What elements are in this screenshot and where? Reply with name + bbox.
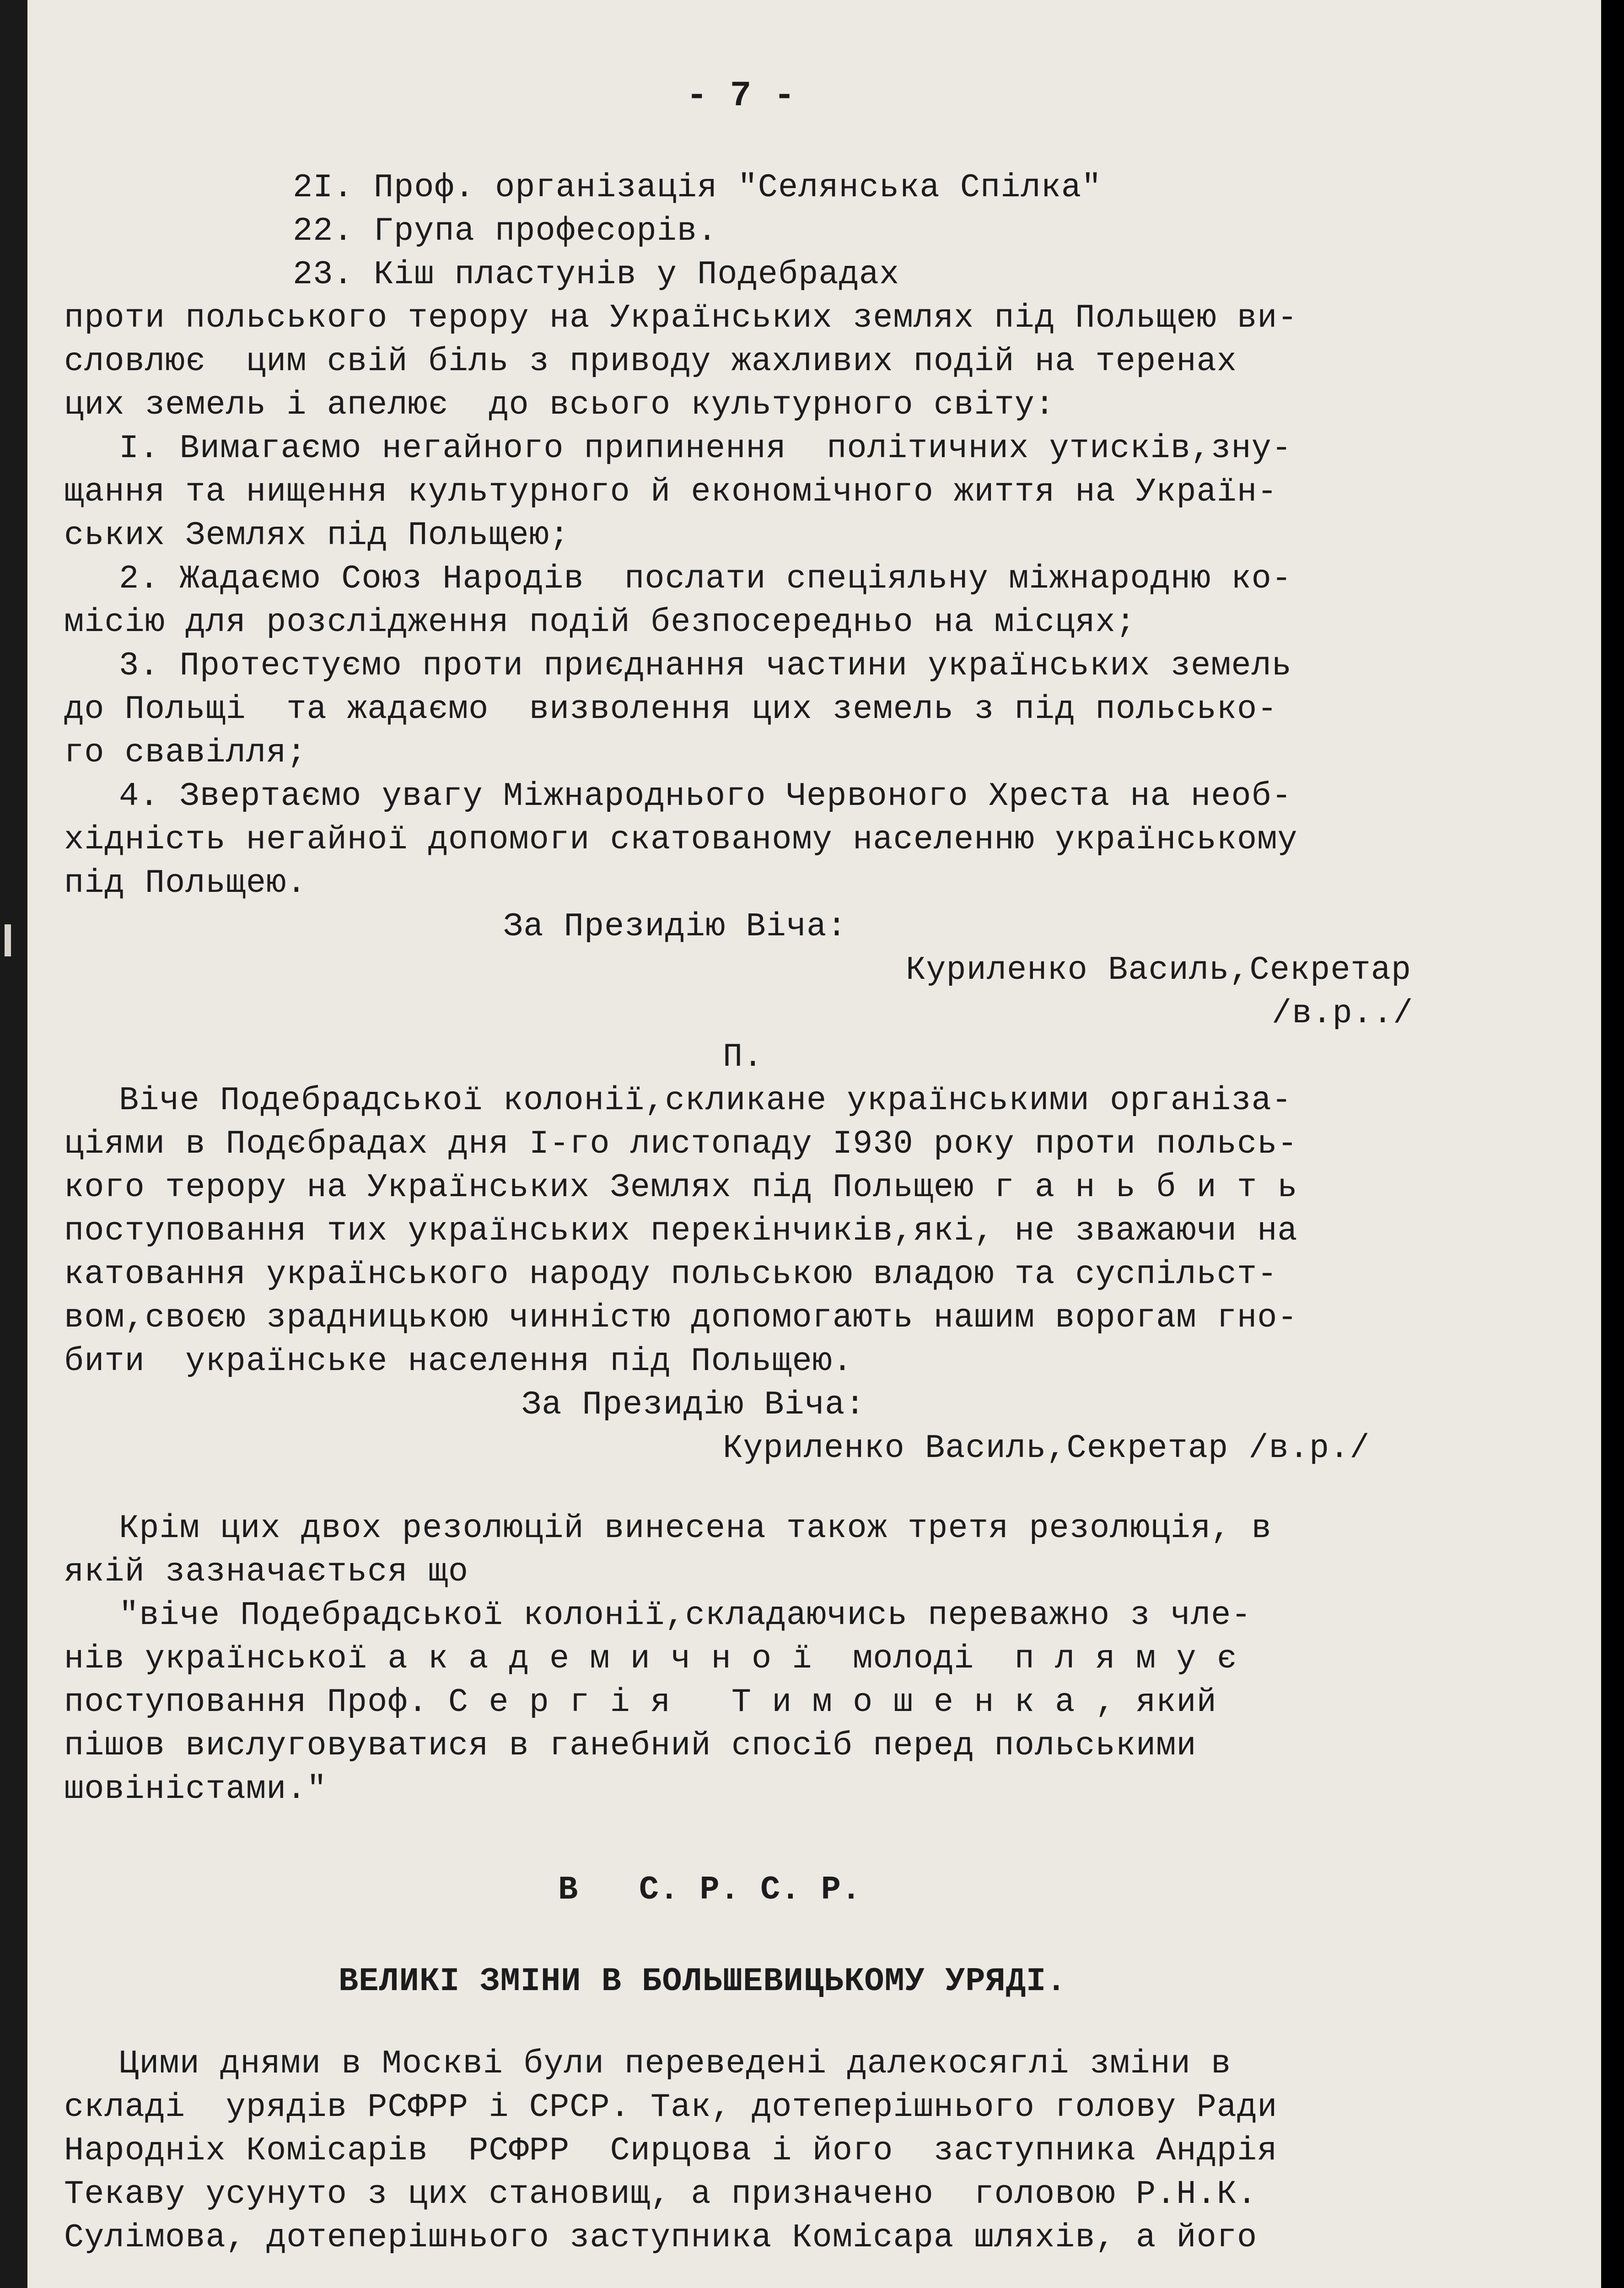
text-line: 2. Жадаємо Союз Народів послати спеціяльну міжнародню ко- xyxy=(119,560,1292,598)
signature-heading: За Президію Віча: xyxy=(503,908,847,945)
signature-heading: За Президію Віча: xyxy=(522,1386,866,1424)
text-line: Цими днями в Москві були переведені далекосяглі зміни в xyxy=(119,2045,1231,2083)
text-line: катовання українського народу польською владою та суспільст- xyxy=(64,1256,1278,1293)
signature-name: Куриленко Василь,Секретар xyxy=(906,951,1412,989)
text-line: ських Землях під Польщею; xyxy=(64,517,570,554)
film-margin xyxy=(0,0,27,2288)
document-page xyxy=(27,0,1601,2288)
text-line: до Польщі та жадаємо визволення цих земель з під польсько- xyxy=(64,691,1278,728)
text-line: якій зазначається що xyxy=(64,1553,469,1591)
text-line: Крім цих двох резолюцій винесена також третя резолюція, в xyxy=(119,1510,1272,1547)
text-line: кого терору на Українських Землях під Польщею г а н ь б и т ь xyxy=(64,1169,1298,1206)
text-line: під Польщею. xyxy=(64,864,307,902)
text-line: поступовання Проф. С е р г і я Т и м о ш е н к а , який xyxy=(64,1684,1217,1721)
text-line: хідність негайної допомоги скатованому населенню українському xyxy=(64,821,1298,858)
text-line: 22. Група професорів. xyxy=(293,212,718,250)
text-line: 2I. Проф. організація "Селянська Спілка" xyxy=(293,169,1102,206)
text-line: пішов вислуговуватися в ганебний спосіб перед польськими xyxy=(64,1727,1197,1765)
text-line: Сулімова, дотеперішнього заступника Комісара шляхів, а його xyxy=(64,2219,1258,2256)
text-line: місію для розслідження подій безпосередньо на місцях; xyxy=(64,604,1136,641)
article-title: ВЕЛИКІ ЗМІНИ В БОЛЬШЕВИЦЬКОМУ УРЯДІ. xyxy=(339,1963,1067,2000)
section-heading: В С. Р. С. Р. xyxy=(558,1871,862,1909)
text-line: Віче Подебрадської колонії,скликане українськими організа- xyxy=(119,1082,1292,1119)
text-line: нів української а к а д е м и ч н о ї молоді п л я м у є xyxy=(64,1640,1237,1678)
text-line: Текаву усунуто з цих становищ, а призначено головою Р.Н.К. xyxy=(64,2175,1258,2213)
text-line: 3. Протестуємо проти приєднання частини українських земель xyxy=(119,647,1292,685)
text-line: 23. Кіш пластунів у Подебрадах xyxy=(293,256,900,293)
text-line: словлює цим свій біль з приводу жахливих подій на теренах xyxy=(64,343,1237,380)
edge-mark xyxy=(5,924,11,956)
text-line: шовіністами." xyxy=(64,1770,327,1808)
text-line: 4. Звертаємо увагу Міжнароднього Червоного Хреста на необ- xyxy=(119,777,1292,815)
text-line: Народніх Комісарів РСФРР Сирцова і його заступника Андрія xyxy=(64,2132,1278,2169)
section-number: П. xyxy=(723,1038,764,1076)
text-line: щання та нищення культурного й економічного життя на Україн- xyxy=(64,473,1278,511)
text-line: складі урядів РСФРР і СРСР. Так, дотеперішнього голову Ради xyxy=(64,2088,1278,2126)
text-line: бити українське населення під Польщею. xyxy=(64,1343,853,1380)
text-line: проти польського терору на Українських землях під Польщею ви- xyxy=(64,299,1298,337)
text-line: I. Вимагаємо негайного припинення політичних утисків,зну- xyxy=(119,430,1292,467)
signature-name: Куриленко Василь,Секретар /в.р./ xyxy=(723,1430,1370,1467)
text-line: поступовання тих українських перекінчиків,які, не зважаючи на xyxy=(64,1212,1298,1250)
text-line: ціями в Подєбрадах дня I-го листопаду I930 року проти польсь- xyxy=(64,1125,1298,1163)
page-number: - 7 - xyxy=(686,76,796,116)
signature-mark: /в.р../ xyxy=(1272,995,1414,1032)
text-line: го свавілля; xyxy=(64,734,307,772)
text-line: "віче Подебрадської колонії,складаючись переважно з чле- xyxy=(119,1597,1252,1634)
text-line: цих земель і апелює до всього культурного світу: xyxy=(64,386,1055,424)
text-line: вом,своєю зрадницькою чинністю допомогають нашим ворогам гно- xyxy=(64,1299,1298,1337)
